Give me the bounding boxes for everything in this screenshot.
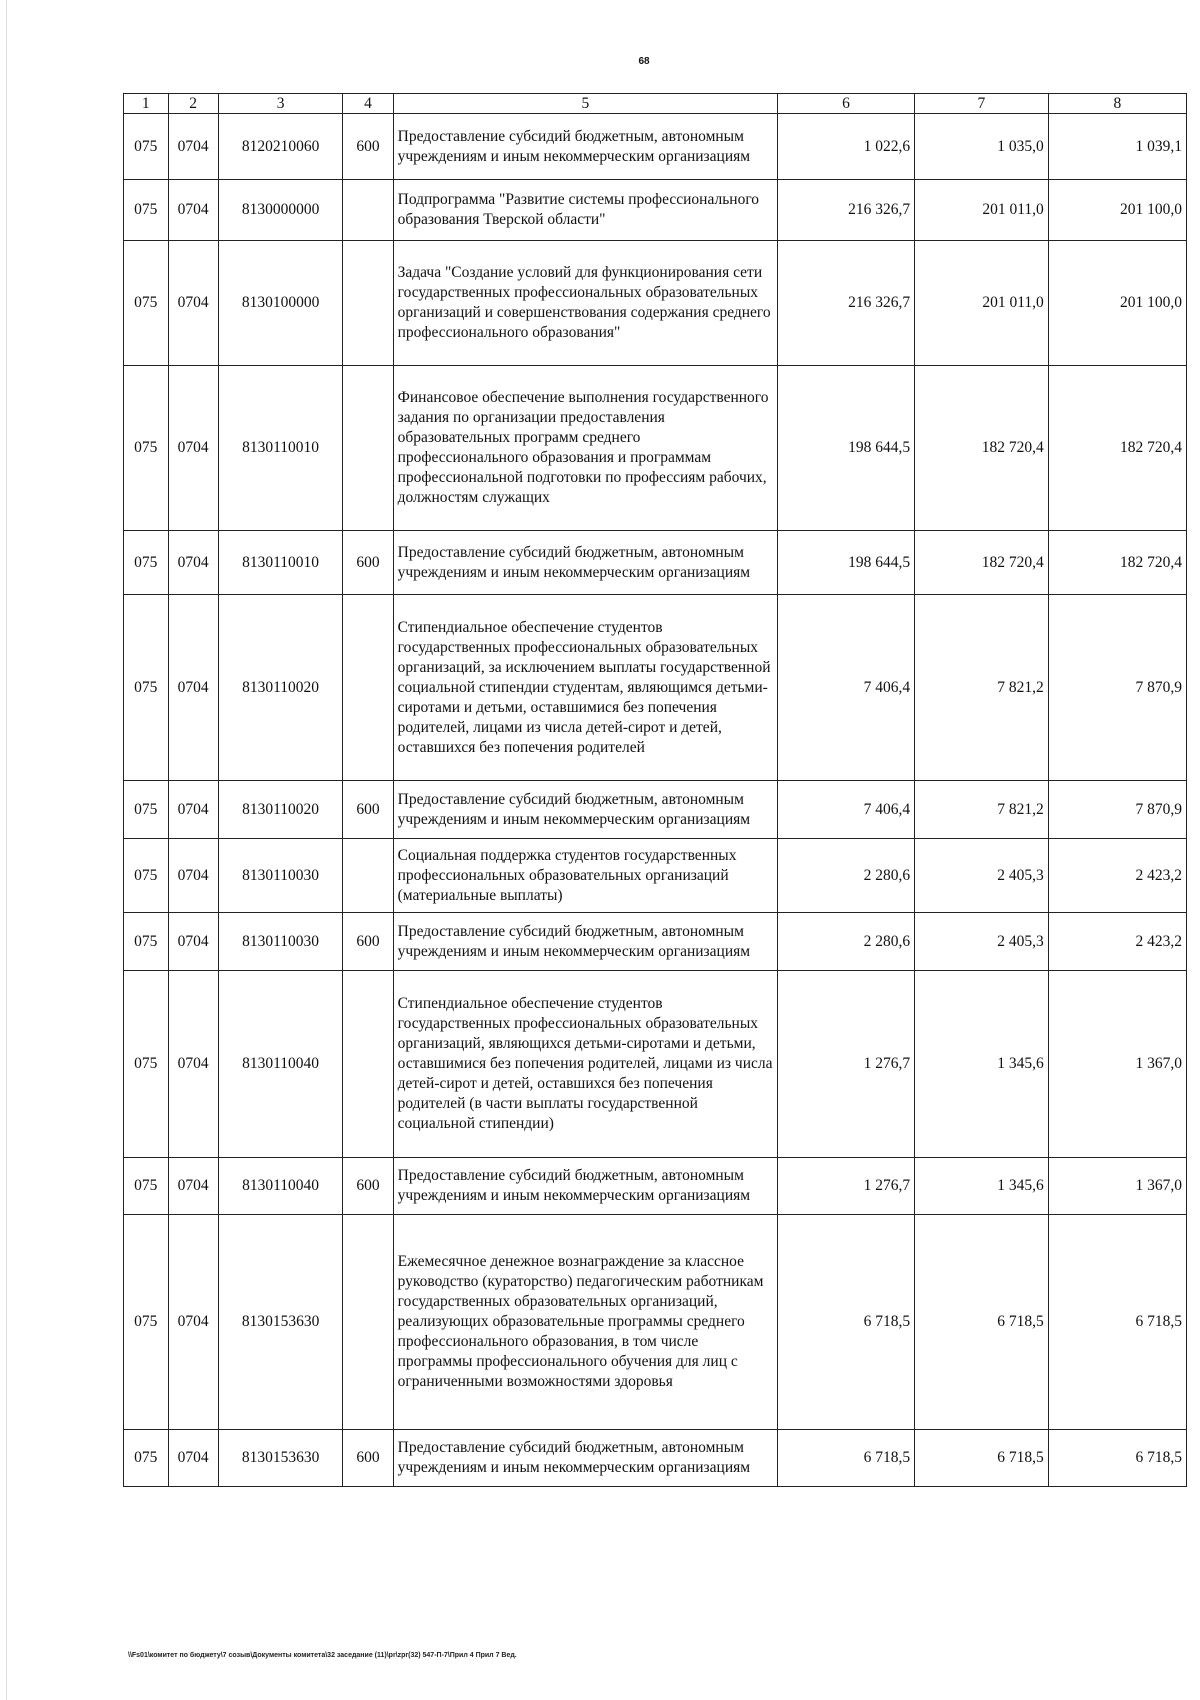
target-article-cell: 8130153630	[218, 1215, 343, 1430]
expense-type-cell: 600	[343, 1158, 393, 1215]
section-code-cell: 075	[124, 1430, 169, 1487]
expense-type-cell: 600	[343, 1430, 393, 1487]
amount-cell-col7: 7 821,2	[915, 781, 1049, 839]
description-cell: Предоставление субсидий бюджетным, автономным учреждениям и иным некоммерческим организациям	[393, 531, 777, 595]
description-cell: Стипендиальное обеспечение студентов государственных профессиональных образовательных организаций, за исключением выплаты государственной социальной стипендии студентам, являющимся детьми-сиротами и детьми, оставшимися без попечения родителей, лицами из числа детей-сирот и детей, оставшихся без попечения родителей	[393, 595, 777, 781]
subsection-code-cell: 0704	[168, 531, 218, 595]
amount-cell-col8: 7 870,9	[1048, 595, 1186, 781]
expense-type-cell	[343, 366, 393, 531]
header-row	[124, 94, 1187, 114]
subsection-code-cell: 0704	[168, 781, 218, 839]
table-row	[124, 1215, 1187, 1430]
section-code-cell: 075	[124, 1158, 169, 1215]
column-header: 6	[778, 94, 915, 114]
section-code-cell: 075	[124, 1215, 169, 1430]
column-header: 5	[393, 94, 777, 114]
amount-cell-col8: 2 423,2	[1048, 913, 1186, 971]
amount-cell-col8: 1 367,0	[1048, 1158, 1186, 1215]
section-code-cell: 075	[124, 241, 169, 366]
amount-cell-col6: 216 326,7	[778, 241, 915, 366]
amount-cell-col8: 182 720,4	[1048, 366, 1186, 531]
amount-cell-col7: 1 345,6	[915, 971, 1049, 1158]
subsection-code-cell: 0704	[168, 241, 218, 366]
table-row	[124, 595, 1187, 781]
expense-type-cell	[343, 595, 393, 781]
target-article-cell: 8130000000	[218, 180, 343, 241]
target-article-cell: 8130110010	[218, 366, 343, 531]
target-article-cell: 8130110040	[218, 1158, 343, 1215]
subsection-code-cell: 0704	[168, 1215, 218, 1430]
amount-cell-col6: 198 644,5	[778, 366, 915, 531]
expense-type-cell	[343, 971, 393, 1158]
section-code-cell: 075	[124, 839, 169, 913]
expense-type-cell: 600	[343, 781, 393, 839]
amount-cell-col7: 201 011,0	[915, 241, 1049, 366]
column-header: 1	[124, 94, 169, 114]
table-row	[124, 180, 1187, 241]
amount-cell-col8: 7 870,9	[1048, 781, 1186, 839]
amount-cell-col6: 216 326,7	[778, 180, 915, 241]
column-header: 3	[218, 94, 343, 114]
table-row	[124, 839, 1187, 913]
section-code-cell: 075	[124, 366, 169, 531]
amount-cell-col7: 201 011,0	[915, 180, 1049, 241]
target-article-cell: 8130153630	[218, 1430, 343, 1487]
amount-cell-col7: 2 405,3	[915, 913, 1049, 971]
description-cell: Социальная поддержка студентов государственных профессиональных образовательных организаций (материальные выплаты)	[393, 839, 777, 913]
subsection-code-cell: 0704	[168, 595, 218, 781]
expense-type-cell	[343, 180, 393, 241]
subsection-code-cell: 0704	[168, 180, 218, 241]
amount-cell-col7: 6 718,5	[915, 1430, 1049, 1487]
expense-type-cell: 600	[343, 531, 393, 595]
amount-cell-col6: 1 276,7	[778, 971, 915, 1158]
expense-type-cell	[343, 241, 393, 366]
column-header: 2	[168, 94, 218, 114]
expense-type-cell	[343, 1215, 393, 1430]
page-number: 68	[638, 56, 650, 67]
amount-cell-col6: 6 718,5	[778, 1430, 915, 1487]
subsection-code-cell: 0704	[168, 839, 218, 913]
amount-cell-col8: 182 720,4	[1048, 531, 1186, 595]
description-cell: Предоставление субсидий бюджетным, автономным учреждениям и иным некоммерческим организациям	[393, 1158, 777, 1215]
amount-cell-col8: 201 100,0	[1048, 241, 1186, 366]
target-article-cell: 8130110040	[218, 971, 343, 1158]
amount-cell-col8: 6 718,5	[1048, 1430, 1186, 1487]
table-row	[124, 1430, 1187, 1487]
amount-cell-col6: 1 276,7	[778, 1158, 915, 1215]
description-cell: Предоставление субсидий бюджетным, автономным учреждениям и иным некоммерческим организациям	[393, 114, 777, 180]
amount-cell-col6: 1 022,6	[778, 114, 915, 180]
target-article-cell: 8130110030	[218, 839, 343, 913]
column-header: 4	[343, 94, 393, 114]
amount-cell-col6: 6 718,5	[778, 1215, 915, 1430]
amount-cell-col8: 1 367,0	[1048, 971, 1186, 1158]
table-row	[124, 366, 1187, 531]
amount-cell-col7: 1 035,0	[915, 114, 1049, 180]
target-article-cell: 8120210060	[218, 114, 343, 180]
subsection-code-cell: 0704	[168, 1158, 218, 1215]
section-code-cell: 075	[124, 595, 169, 781]
table-row	[124, 781, 1187, 839]
amount-cell-col8: 6 718,5	[1048, 1215, 1186, 1430]
amount-cell-col7: 182 720,4	[915, 531, 1049, 595]
table-row	[124, 971, 1187, 1158]
budget-table	[123, 93, 1187, 1487]
section-code-cell: 075	[124, 531, 169, 595]
file-path-footer: \\Fs01\комитет по бюджету\7 созыв\Документы комитета\32 заседание (11)\pr\zpr(32) 547-П-7\Прил 4 Прил 7 Вед.	[128, 1652, 517, 1659]
column-header: 7	[915, 94, 1049, 114]
section-code-cell: 075	[124, 781, 169, 839]
amount-cell-col6: 2 280,6	[778, 839, 915, 913]
description-cell: Задача "Создание условий для функционирования сети государственных профессиональных образовательных организаций и совершенствования содержания среднего профессионального образования"	[393, 241, 777, 366]
amount-cell-col6: 198 644,5	[778, 531, 915, 595]
target-article-cell: 8130110020	[218, 595, 343, 781]
amount-cell-col8: 1 039,1	[1048, 114, 1186, 180]
section-code-cell: 075	[124, 180, 169, 241]
target-article-cell: 8130110020	[218, 781, 343, 839]
amount-cell-col7: 1 345,6	[915, 1158, 1049, 1215]
subsection-code-cell: 0704	[168, 971, 218, 1158]
amount-cell-col6: 2 280,6	[778, 913, 915, 971]
description-cell: Предоставление субсидий бюджетным, автономным учреждениям и иным некоммерческим организациям	[393, 781, 777, 839]
subsection-code-cell: 0704	[168, 1430, 218, 1487]
subsection-code-cell: 0704	[168, 913, 218, 971]
amount-cell-col6: 7 406,4	[778, 781, 915, 839]
target-article-cell: 8130110030	[218, 913, 343, 971]
target-article-cell: 8130100000	[218, 241, 343, 366]
amount-cell-col8: 2 423,2	[1048, 839, 1186, 913]
amount-cell-col7: 6 718,5	[915, 1215, 1049, 1430]
expense-type-cell	[343, 839, 393, 913]
amount-cell-col7: 182 720,4	[915, 366, 1049, 531]
description-cell: Подпрограмма "Развитие системы профессионального образования Тверской области"	[393, 180, 777, 241]
table-row	[124, 114, 1187, 180]
table-row	[124, 531, 1187, 595]
column-header: 8	[1048, 94, 1186, 114]
expense-type-cell: 600	[343, 913, 393, 971]
amount-cell-col7: 7 821,2	[915, 595, 1049, 781]
description-cell: Предоставление субсидий бюджетным, автономным учреждениям и иным некоммерческим организациям	[393, 1430, 777, 1487]
amount-cell-col6: 7 406,4	[778, 595, 915, 781]
section-code-cell: 075	[124, 114, 169, 180]
table-row	[124, 913, 1187, 971]
description-cell: Ежемесячное денежное вознаграждение за классное руководство (кураторство) педагогическим работникам государственных образовательных организаций, реализующих образовательные программы среднего профессионального образования, в том числе программы профессионального обучения для лиц с ограниченными возможностями здоровья	[393, 1215, 777, 1430]
target-article-cell: 8130110010	[218, 531, 343, 595]
section-code-cell: 075	[124, 971, 169, 1158]
table-row	[124, 1158, 1187, 1215]
description-cell: Стипендиальное обеспечение студентов государственных профессиональных образовательных организаций, являющихся детьми-сиротами и детьми, оставшимися без попечения родителей, лицами из числа детей-сирот и детей, оставшихся без попечения родителей (в части выплаты государственной социальной стипендии)	[393, 971, 777, 1158]
subsection-code-cell: 0704	[168, 114, 218, 180]
description-cell: Предоставление субсидий бюджетным, автономным учреждениям и иным некоммерческим организациям	[393, 913, 777, 971]
table-row	[124, 241, 1187, 366]
scan-edge-mark	[6, 0, 7, 1700]
amount-cell-col8: 201 100,0	[1048, 180, 1186, 241]
description-cell: Финансовое обеспечение выполнения государственного задания по организации предоставления образовательных программ среднего профессионального образования и программам профессиональной подготовки по профессиям рабочих, должностям служащих	[393, 366, 777, 531]
expense-type-cell: 600	[343, 114, 393, 180]
section-code-cell: 075	[124, 913, 169, 971]
subsection-code-cell: 0704	[168, 366, 218, 531]
amount-cell-col7: 2 405,3	[915, 839, 1049, 913]
